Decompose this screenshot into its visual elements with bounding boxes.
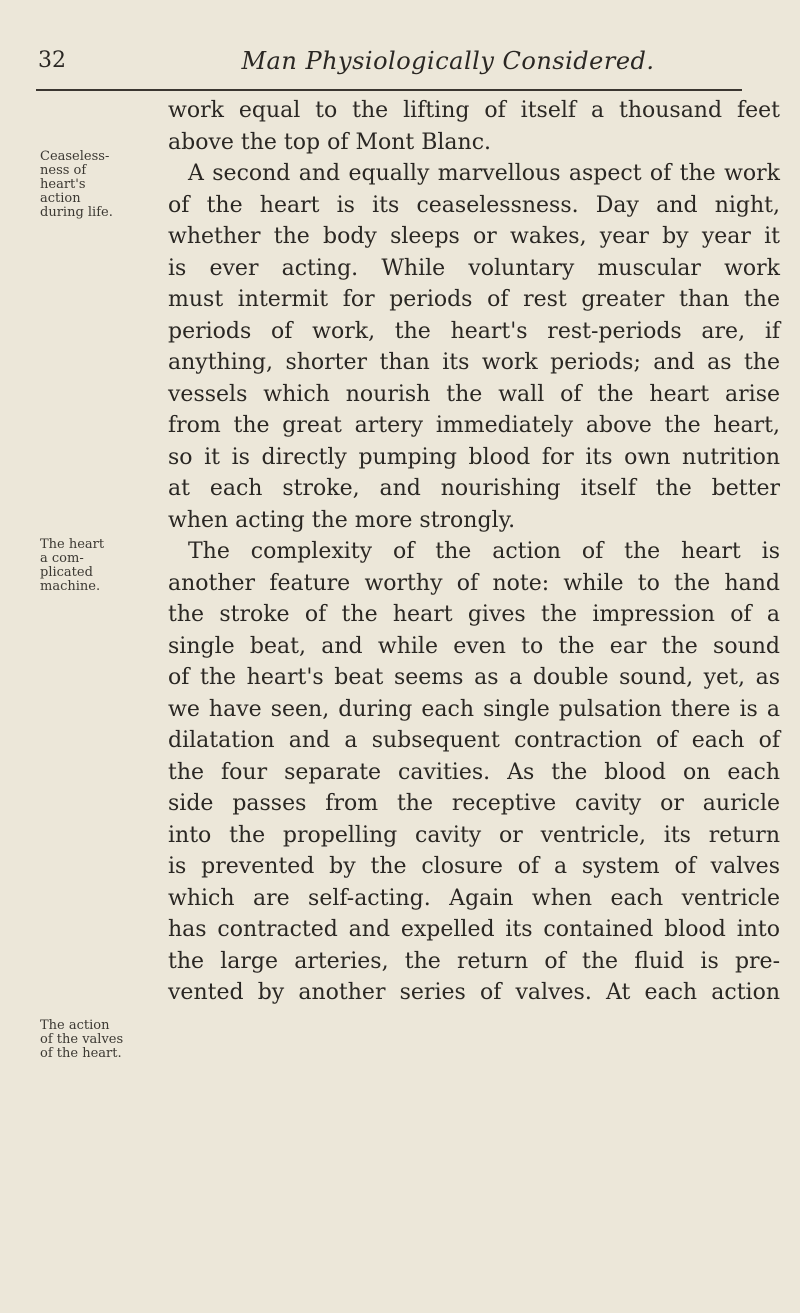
margin-note-line: The action	[40, 1018, 110, 1033]
text-line: The complexity of the action of the heart is	[188, 539, 780, 564]
text-line: the large arteries, the return of the fluid is pre-	[168, 948, 780, 974]
header-rule	[36, 89, 742, 91]
margin-note-valves	[40, 1019, 135, 1061]
body-text	[168, 95, 780, 1009]
margin-note-line: heart's	[40, 177, 86, 192]
margin-note-line: ness of	[40, 163, 87, 178]
text-line: anything, shorter than its work periods; and as the	[168, 350, 780, 375]
text-line: dilatation and a subsequent contraction of each of	[168, 728, 780, 753]
margin-note-line: of the valves	[40, 1032, 124, 1047]
text-line: vented by another series of valves. At each action	[168, 980, 780, 1005]
margin-note-line: during life.	[40, 205, 113, 220]
text-line: is prevented by the closure of a system of valves	[168, 854, 780, 879]
text-line: above the top of Mont Blanc.	[168, 129, 492, 155]
text-line: at each stroke, and nourishing itself the better	[168, 476, 780, 501]
text-line: must intermit for periods of rest greater than the	[168, 287, 780, 312]
text-line: whether the body sleeps or wakes, year by year it	[168, 224, 780, 249]
text-line: so it is directly pumping blood for its own nutrition	[168, 444, 780, 470]
text-line: of the heart's beat seems as a double sound, yet, as	[168, 665, 780, 690]
text-line: is ever acting. While voluntary muscular work	[168, 255, 780, 281]
margin-note-complexity	[40, 538, 135, 594]
text-line: side passes from the receptive cavity or auricle	[168, 791, 780, 816]
text-line: of the heart is its ceaselessness. Day and night,	[168, 192, 780, 218]
text-line: A second and equally marvellous aspect of the work	[188, 161, 780, 186]
text-line: when acting the more strongly.	[168, 507, 516, 533]
running-head	[38, 46, 778, 86]
text-line: into the propelling cavity or ventricle, its return	[168, 822, 780, 848]
text-line: which are self-acting. Again when each ventricle	[168, 885, 780, 911]
page-number: 32	[38, 48, 66, 73]
margin-note-line: action	[40, 191, 81, 206]
margin-note-line: a com-	[40, 551, 84, 566]
text-line: another feature worthy of note: while to the hand	[168, 570, 780, 596]
text-line: vessels which nourish the wall of the heart arise	[168, 381, 780, 407]
margin-note-line: of the heart.	[40, 1046, 122, 1061]
margin-note-line: plicated	[40, 565, 93, 580]
text-line: single beat, and while even to the ear the sound	[168, 633, 780, 659]
margin-note-line: Ceaseless-	[40, 149, 110, 164]
text-line: we have seen, during each single pulsation there is a	[168, 696, 780, 722]
text-line: has contracted and expelled its contained blood into	[168, 917, 780, 942]
running-title: Man Physiologically Considered.	[241, 47, 655, 75]
text-line: the stroke of the heart gives the impression of a	[168, 602, 780, 627]
text-line: the four separate cavities. As the blood on each	[168, 759, 780, 785]
text-line: work equal to the lifting of itself a thousand feet	[168, 98, 780, 123]
margin-note-line: The heart	[40, 537, 105, 552]
text-line: periods of work, the heart's rest-periods are, if	[168, 318, 780, 344]
margin-note-line: machine.	[40, 579, 101, 594]
margin-note-ceaselessness	[40, 150, 135, 220]
text-line: from the great artery immediately above the heart,	[168, 413, 780, 438]
